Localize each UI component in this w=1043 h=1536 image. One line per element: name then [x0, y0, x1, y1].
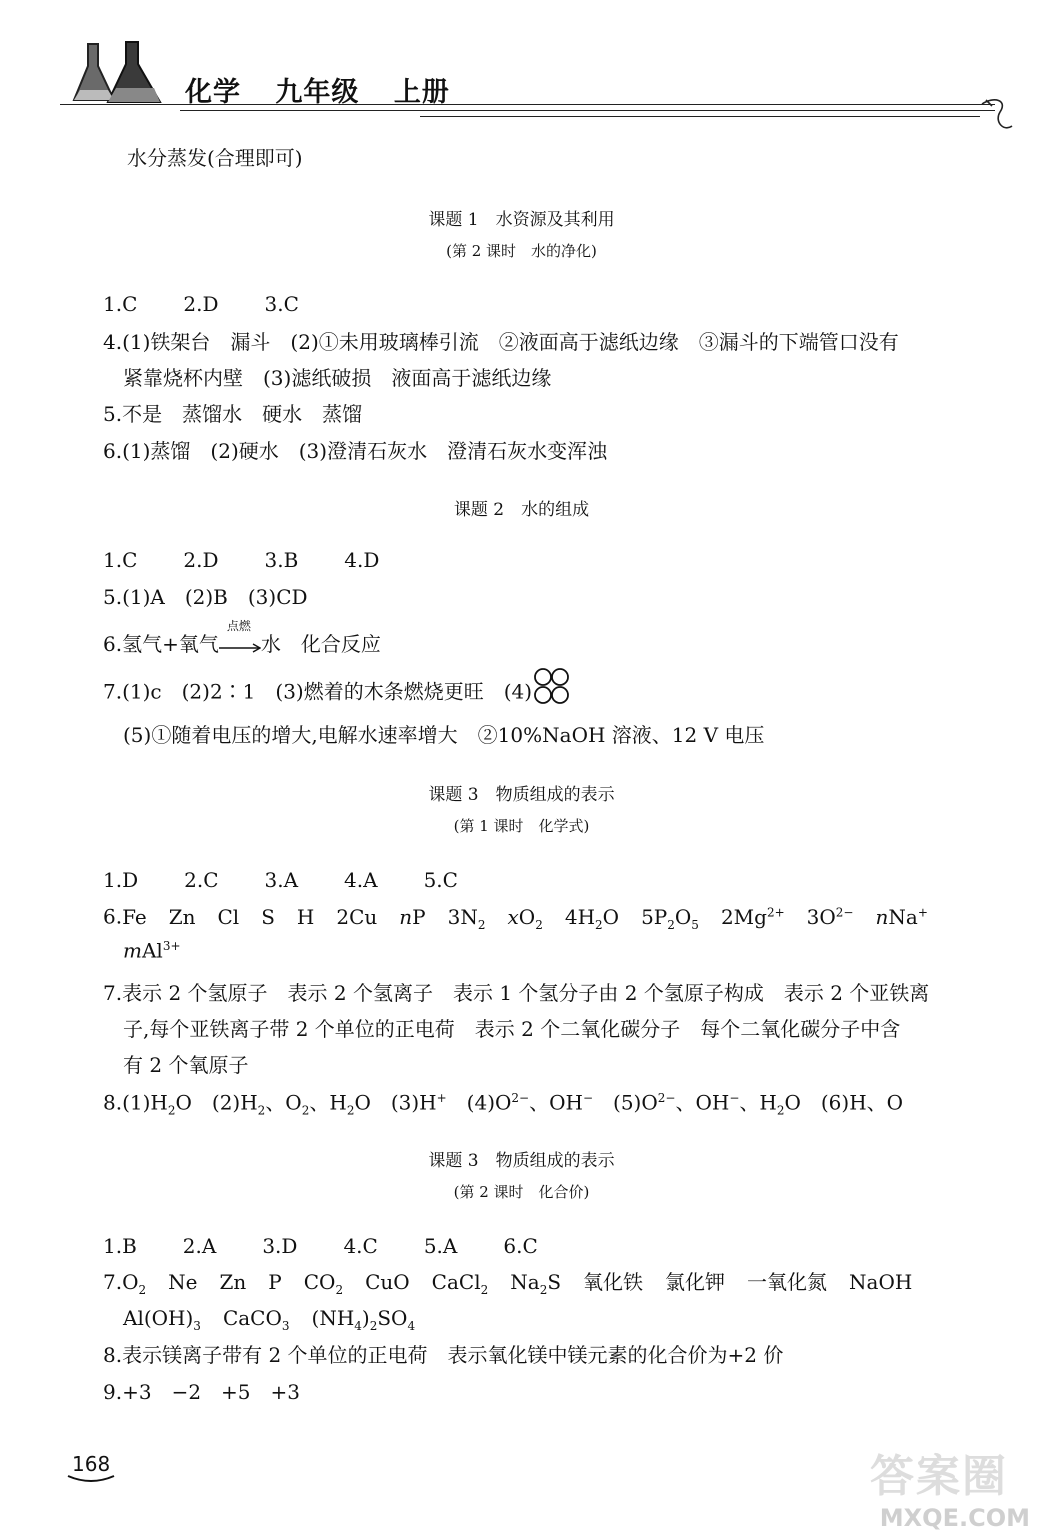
s2-q7a: [103, 680, 572, 706]
subject-label: 化学: [185, 77, 241, 108]
q-number: 7.: [103, 1270, 123, 1294]
symbol: Fe: [122, 904, 147, 929]
s3-q6-cont: mAl$^{3+}$: [123, 938, 181, 963]
compound-name: 氧化铁: [583, 1270, 644, 1294]
formula: $CO_2$: [303, 1270, 344, 1297]
page-number-text: 168: [72, 1452, 111, 1476]
compound-name: 一氧化氮: [747, 1270, 828, 1294]
q-number: 6.: [103, 904, 123, 929]
s3-q7c: 有 2 个氧原子: [123, 1053, 249, 1077]
section-1-subtitle: (第 2 课时 水的净化): [446, 242, 597, 260]
grade-label: 九年级: [275, 77, 360, 108]
watermark-main: 答案圈: [870, 1451, 1008, 1502]
formula: nNa+: [875, 904, 928, 929]
s4-q7: [103, 1272, 912, 1296]
formula: NaOH: [849, 1270, 913, 1294]
page-header: [0, 0, 1043, 150]
formula: CaCl$_2$: [431, 1270, 489, 1297]
symbol: S: [261, 904, 275, 929]
answer: 6.C: [503, 1234, 538, 1258]
symbol: Cl: [217, 904, 240, 929]
arrow-icon: [219, 643, 261, 653]
header-rule-3: [420, 116, 980, 117]
s1-q4b: 紧靠烧杯内壁 (3)滤纸破损 液面高于滤纸边缘: [123, 366, 552, 390]
formula: CaCO$_3$: [222, 1306, 290, 1333]
header-rule: [60, 104, 995, 105]
molecule-diagram-icon: [532, 666, 572, 706]
s4-q1: [103, 1236, 538, 1256]
s3-q8: $8.(1)H_2O$ $(2)H_2$、$O_2$、$H_2O$ (3)H+ $(4)O^{2-}$、OH− $(5)O^{2-}$、OH−、$H_2O$ (6)H、O: [103, 1090, 904, 1118]
s1-q4a: 4.(1)铁架台 漏斗 (2)①未用玻璃棒引流 ②液面高于滤纸边缘 ③漏斗的下端管口没有: [103, 330, 899, 354]
answer: 3.B: [264, 548, 299, 572]
answer: 2.D: [183, 548, 219, 572]
s2-q6: [103, 618, 381, 656]
formula: CuO: [365, 1270, 410, 1294]
s2-q7b: (5)①随着电压的增大,电解水速率增大 ②10%NaOH 溶液、12 V 电压: [123, 723, 765, 747]
equation-left: 6.氢气+氧气: [103, 632, 219, 656]
s3-q7a: 7.表示 2 个氢原子 表示 2 个氢离子 表示 1 个氢分子由 2 个氢原子构成 表示 2 个亚铁离: [103, 981, 930, 1005]
s4-q8: 8.表示镁离子带有 2 个单位的正电荷 表示氧化镁中镁元素的化合价为+2 价: [103, 1343, 784, 1367]
s1-q5: 5.不是 蒸馏水 硬水 蒸馏: [103, 402, 363, 426]
formula: Ne: [168, 1270, 198, 1294]
answer: 4.C: [343, 1234, 378, 1258]
compound-name: 氯化钾: [665, 1270, 726, 1294]
answer: 3.A: [264, 868, 299, 892]
reaction-arrow: [219, 618, 261, 656]
page-number-underline: [66, 1472, 116, 1486]
equation-right: 水 化合反应: [260, 632, 381, 656]
s3-q7b: 子,每个亚铁离子带 2 个单位的正电荷 表示 2 个二氧化碳分子 每个二氧化碳分子中含: [123, 1017, 901, 1041]
answer: 3.C: [264, 292, 299, 316]
answer: 1.C: [103, 548, 138, 572]
answer: 4.A: [344, 868, 378, 892]
answer: 2.C: [184, 868, 219, 892]
symbol: 2Cu: [336, 904, 378, 929]
s4-q9: 9.+3 −2 +5 +3: [103, 1380, 301, 1404]
s3-q1: [103, 870, 458, 890]
reaction-condition: 点燃: [226, 618, 251, 633]
flask-icon: [68, 40, 178, 108]
answer: 5.C: [423, 868, 458, 892]
section-2-title: 课题 2 水的组成: [453, 500, 590, 520]
formula: $O_2$: [122, 1270, 147, 1297]
answer: 1.C: [103, 292, 138, 316]
formula: $5P_2O_5$: [641, 904, 699, 932]
answer: 2.D: [183, 292, 219, 316]
s1-q1: [103, 294, 299, 314]
answer: 1.D: [103, 868, 139, 892]
formula: $2Mg^{2+}$: [720, 904, 785, 929]
s4-q7-cont: [123, 1308, 415, 1332]
intro-line: 水分蒸发(合理即可): [127, 146, 303, 170]
s2-q5: 5.(1)A (2)B (3)CD: [103, 585, 308, 609]
formula: $xO_2$: [507, 904, 543, 932]
formula: $3N_2$: [447, 904, 486, 932]
section-1-title: 课题 1 水资源及其利用: [428, 210, 615, 230]
q7a-text: 7.(1)c (2)2∶1 (3)燃着的木条燃烧更旺 (4): [103, 679, 533, 704]
page-number: [72, 1452, 110, 1476]
formula: $3O^{2-}$: [806, 904, 854, 929]
formula: P: [268, 1270, 282, 1294]
section-3-subtitle: (第 1 课时 化学式): [453, 817, 590, 835]
answer: 3.D: [262, 1234, 298, 1258]
section-4-subtitle: (第 2 课时 化合价): [453, 1183, 590, 1201]
header-rule-2: [180, 110, 995, 111]
answer: 5.A: [423, 1234, 458, 1258]
symbol: Zn: [168, 904, 196, 929]
formula: $Al(OH)_3$: [123, 1306, 201, 1333]
section-4-title: 课题 3 物质组成的表示: [428, 1151, 615, 1171]
formula: $(NH_4)_2SO_4$: [311, 1306, 416, 1333]
symbol: H: [296, 904, 315, 929]
watermark: [870, 1440, 1030, 1530]
formula: nP: [399, 904, 426, 929]
answer: 4.D: [344, 548, 380, 572]
volume-label: 上册: [393, 77, 450, 108]
section-3-title: 课题 3 物质组成的表示: [428, 785, 615, 805]
answer: 1.B: [103, 1234, 137, 1258]
s3-q6: [103, 906, 928, 931]
formula: $Na_2S$: [510, 1270, 562, 1297]
s2-q1: [103, 550, 379, 570]
formula: Zn: [219, 1270, 247, 1294]
formula: $4H_2O$: [564, 904, 620, 932]
watermark-url: MXQE.COM: [879, 1504, 1030, 1532]
leaf-ornament-icon: [978, 92, 1018, 142]
answer: 2.A: [182, 1234, 217, 1258]
s1-q6: 6.(1)蒸馏 (2)硬水 (3)澄清石灰水 澄清石灰水变浑浊: [103, 439, 608, 463]
